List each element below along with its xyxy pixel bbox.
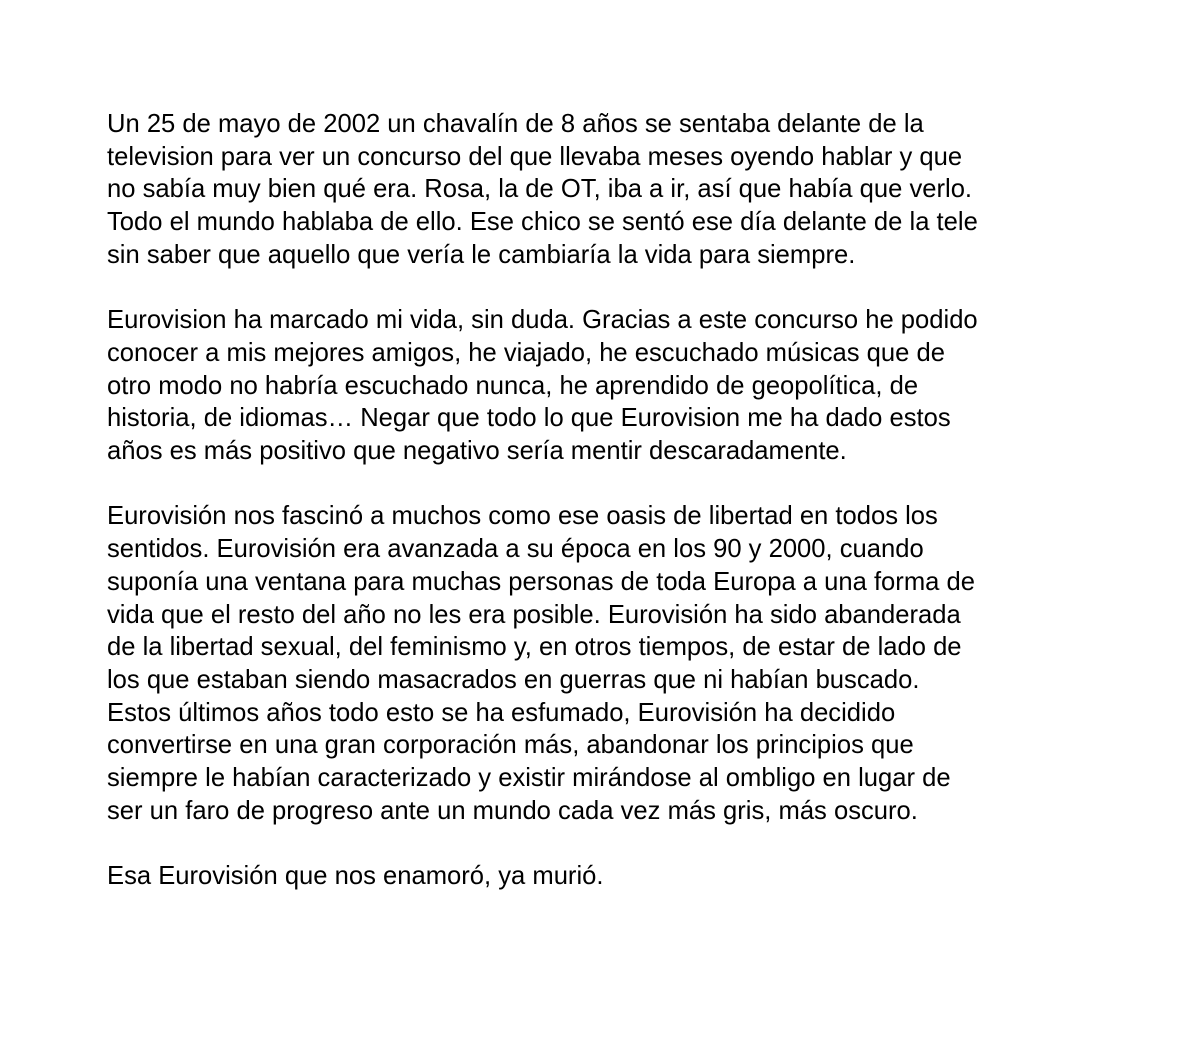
text-line: otro modo no habría escuchado nunca, he aprendido de geopolítica, de — [107, 371, 919, 400]
text-line: de la libertad sexual, del feminismo y, en otros tiempos, de estar de lado de — [107, 633, 962, 662]
text-line: historia, de idiomas… Negar que todo lo que Eurovision me ha dado estos — [107, 404, 951, 433]
text-line: conocer a mis mejores amigos, he viajado, he escuchado músicas que de — [107, 338, 945, 367]
paragraph-2 — [107, 304, 1167, 468]
text-line: los que estaban siendo masacrados en guerras que ni habían buscado. — [107, 665, 920, 694]
text-line: vida que el resto del año no les era posible. Eurovisión ha sido abanderada — [107, 600, 961, 629]
text-line: ser un faro de progreso ante un mundo cada vez más gris, más oscuro. — [107, 796, 918, 825]
text-line: suponía una ventana para muchas personas de toda Europa a una forma de — [107, 567, 975, 596]
paragraph-1 — [107, 108, 1167, 272]
text-line: años es más positivo que negativo sería mentir descaradamente. — [107, 437, 847, 466]
text-line: siempre le habían caracterizado y existir mirándose al ombligo en lugar de — [107, 764, 951, 793]
text-line: Eurovision ha marcado mi vida, sin duda. Gracias a este concurso he podido — [107, 306, 978, 335]
text-line: sentidos. Eurovisión era avanzada a su época en los 90 y 2000, cuando — [107, 535, 924, 564]
text-line: sin saber que aquello que vería le cambiaría la vida para siempre. — [107, 240, 856, 269]
text-line: Eurovisión nos fascinó a muchos como ese oasis de libertad en todos los — [107, 502, 938, 531]
document-body — [107, 108, 1167, 926]
text-line: convertirse en una gran corporación más, abandonar los principios que — [107, 731, 914, 760]
text-line: Estos últimos años todo esto se ha esfumado, Eurovisión ha decidido — [107, 698, 896, 727]
paragraph-4-closing — [107, 860, 1167, 893]
text-line: Un 25 de mayo de 2002 un chavalín de 8 años se sentaba delante de la — [107, 110, 924, 138]
text-line: Todo el mundo hablaba de ello. Ese chico se sentó ese día delante de la tele — [107, 208, 978, 237]
paragraph-3 — [107, 500, 1167, 827]
text-line: no sabía muy bien qué era. Rosa, la de OT, iba a ir, así que había que verlo. — [107, 175, 973, 204]
text-line: Esa Eurovisión que nos enamoró, ya murió. — [107, 862, 604, 891]
text-line: television para ver un concurso del que llevaba meses oyendo hablar y que — [107, 142, 963, 171]
